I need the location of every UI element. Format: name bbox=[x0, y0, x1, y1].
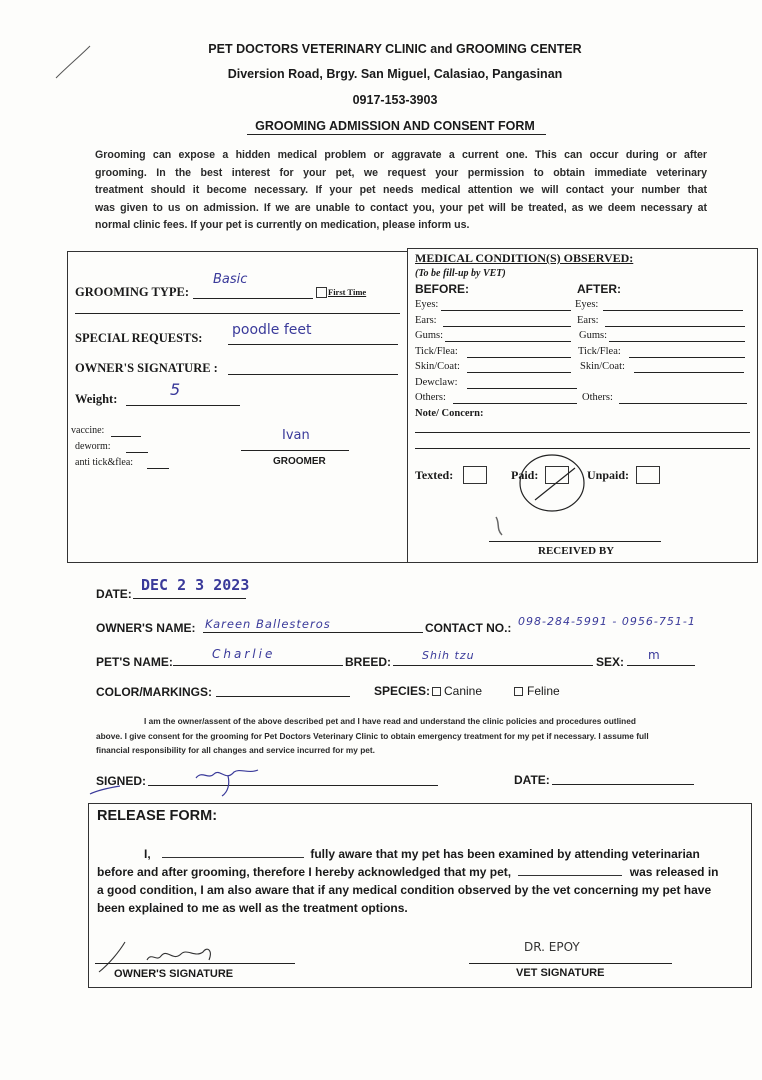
medical-row bbox=[415, 408, 750, 424]
owner-signature-scribble bbox=[88, 764, 268, 800]
consent-line: above. I give consent for the grooming for Pet Doctors Veterinary Clinic to obtain emergency treatment for my pet if necessary. I assume full bbox=[96, 730, 649, 741]
release-line-1-text: fully aware that my pet has been examined by attending veterinarian bbox=[310, 847, 700, 861]
clinic-address: Diversion Road, Brgy. San Miguel, Calasiao, Pangasinan bbox=[227, 67, 563, 81]
dewclaw-label: Dewclaw: bbox=[415, 376, 458, 388]
medical-rows bbox=[415, 299, 750, 423]
after-skin-label: Skin/Coat: bbox=[580, 361, 625, 372]
medical-row bbox=[415, 377, 750, 393]
signed-date-field[interactable] bbox=[552, 784, 694, 785]
before-skin-label: Skin/Coat: bbox=[415, 361, 460, 372]
dewclaw-field[interactable] bbox=[467, 388, 577, 389]
paid-circle-mark bbox=[505, 450, 597, 520]
release-i: I, bbox=[144, 847, 151, 861]
before-ears-label: Ears: bbox=[415, 314, 437, 326]
before-ears-field[interactable] bbox=[443, 326, 571, 327]
received-by-label: RECEIVED BY bbox=[538, 545, 615, 557]
intro-line: was given to us on admission. If we are unable to contact you, your pet will be treated, as we deem necessary at bbox=[95, 201, 707, 214]
consent-line: financial responsibility for all changes and service incurred for my pet. bbox=[96, 745, 375, 755]
owner-name-value: Kareen Ballesteros bbox=[205, 617, 331, 631]
release-line-3: a good condition, I am also aware that if any medical condition observed by the vet concerning my pet have bbox=[97, 883, 712, 897]
release-owner-sig-label: OWNER'S SIGNATURE bbox=[114, 968, 234, 980]
signed-label: SIGNED: bbox=[96, 774, 147, 788]
medical-row bbox=[415, 330, 750, 346]
special-requests-label: SPECIAL REQUESTS: bbox=[75, 331, 203, 345]
breed-value: Shih tzu bbox=[422, 649, 475, 662]
signed-date-label: DATE: bbox=[514, 773, 550, 787]
consent-line: I am the owner/assent of the above described pet and I have read and understand the clinic policies and procedures outlined bbox=[144, 716, 636, 726]
species-label: SPECIES: bbox=[374, 684, 431, 698]
consent-paragraph bbox=[96, 714, 706, 758]
groomer-field[interactable] bbox=[241, 449, 349, 451]
intro-line: Grooming can expose a hidden medical problem or aggravate a current one. This can occur during or after bbox=[95, 149, 707, 161]
medical-title: MEDICAL CONDITION(S) OBSERVED: bbox=[415, 251, 634, 265]
vet-signature-value: DR. EPOY bbox=[524, 940, 580, 954]
groomer-value: Ivan bbox=[282, 428, 310, 443]
medical-row bbox=[415, 361, 750, 377]
unpaid-label: Unpaid: bbox=[587, 468, 630, 482]
clinic-name: PET DOCTORS VETERINARY CLINIC and GROOMING CENTER bbox=[208, 42, 582, 56]
pen-scribble bbox=[490, 513, 520, 543]
release-line-1 bbox=[97, 845, 747, 863]
date-label: DATE: bbox=[96, 587, 132, 601]
release-line-2 bbox=[97, 863, 747, 881]
before-label: BEFORE: bbox=[415, 282, 469, 296]
others-before-field[interactable] bbox=[453, 403, 577, 404]
before-gums-field[interactable] bbox=[445, 341, 571, 342]
release-pet-field[interactable] bbox=[518, 875, 622, 876]
color-label: COLOR/MARKINGS: bbox=[96, 685, 212, 699]
received-by-field[interactable] bbox=[489, 541, 661, 542]
paid-label: Paid: bbox=[511, 468, 539, 482]
medical-subtitle: (To be fill-up by VET) bbox=[415, 268, 506, 279]
texted-checkbox[interactable] bbox=[463, 466, 487, 484]
before-tick-field[interactable] bbox=[467, 357, 571, 358]
unpaid-checkbox[interactable] bbox=[636, 466, 660, 484]
medical-row bbox=[415, 299, 750, 315]
clinic-phone: 0917-153-3903 bbox=[352, 93, 438, 107]
weight-field[interactable] bbox=[126, 404, 240, 406]
pet-name-value: Charlie bbox=[212, 647, 276, 661]
groomer-label: GROOMER bbox=[273, 456, 326, 467]
after-label: AFTER: bbox=[577, 282, 621, 296]
before-skin-field[interactable] bbox=[467, 372, 571, 373]
sex-field[interactable] bbox=[627, 665, 695, 666]
weight-label: Weight: bbox=[75, 392, 118, 406]
canine-label: Canine bbox=[444, 684, 483, 698]
others-after-label: Others: bbox=[582, 392, 613, 403]
grooming-type-label: GROOMING TYPE: bbox=[75, 285, 190, 299]
contact-value: 098-284-5991 - 0956-751-1 bbox=[518, 615, 696, 628]
release-owner-sig-field[interactable] bbox=[95, 963, 295, 964]
contact-label: CONTACT NO.: bbox=[425, 621, 512, 635]
release-line-2a: before and after grooming, therefore I hereby acknowledged that my pet, bbox=[97, 865, 512, 879]
after-ears-field[interactable] bbox=[605, 326, 745, 327]
pet-name-label: PET'S NAME: bbox=[96, 655, 173, 669]
sex-value: m bbox=[648, 648, 660, 662]
owner-signature-label: OWNER'S SIGNATURE : bbox=[75, 361, 218, 375]
note-label: Note/ Concern: bbox=[415, 407, 484, 419]
feline-checkbox[interactable] bbox=[514, 687, 523, 696]
deworm-field[interactable] bbox=[126, 451, 148, 453]
after-eyes-label: Eyes: bbox=[575, 299, 599, 310]
release-title: RELEASE FORM: bbox=[97, 808, 218, 824]
grooming-type-field[interactable] bbox=[193, 297, 313, 299]
antitick-label: anti tick&flea: bbox=[75, 457, 134, 468]
before-gums-label: Gums: bbox=[415, 330, 444, 341]
first-time-checkbox[interactable] bbox=[316, 287, 327, 298]
release-line-4: been explained to me as well as the treatment options. bbox=[97, 901, 408, 915]
owner-name-label: OWNER'S NAME: bbox=[96, 621, 196, 635]
after-skin-field[interactable] bbox=[634, 372, 744, 373]
form-title: GROOMING ADMISSION AND CONSENT FORM bbox=[255, 119, 535, 133]
pet-name-field[interactable] bbox=[173, 665, 343, 666]
after-gums-field[interactable] bbox=[609, 341, 745, 342]
after-ears-label: Ears: bbox=[577, 314, 599, 326]
note-line-2[interactable] bbox=[415, 448, 750, 449]
date-field[interactable] bbox=[133, 598, 246, 599]
note-line-1[interactable] bbox=[415, 432, 750, 433]
owner-signature-field[interactable] bbox=[228, 373, 398, 375]
deworm-label: deworm: bbox=[75, 441, 111, 452]
grooming-type-value: Basic bbox=[213, 272, 248, 287]
date-value: DEC 2 3 2023 bbox=[141, 576, 250, 594]
antitick-field[interactable] bbox=[147, 467, 169, 469]
intro-line: grooming. In the best interest for your pet, we request your permission to obtain immediate veterinary bbox=[95, 166, 707, 179]
after-tick-label: Tick/Flea: bbox=[578, 345, 621, 357]
form-title-underline bbox=[247, 134, 546, 135]
medical-row bbox=[415, 315, 750, 331]
breed-field[interactable] bbox=[393, 665, 593, 666]
vet-sig-label: VET SIGNATURE bbox=[516, 967, 605, 979]
before-eyes-field[interactable] bbox=[441, 310, 571, 311]
before-eyes-label: Eyes: bbox=[415, 299, 439, 310]
color-field[interactable] bbox=[216, 696, 350, 697]
grooming-type-line-2 bbox=[75, 312, 400, 314]
intro-line: treatment should it become necessary. If your pet needs medical attention we will contact your number that bbox=[95, 184, 707, 196]
first-time-label: First Time bbox=[328, 287, 367, 297]
before-tick-label: Tick/Flea: bbox=[415, 345, 458, 357]
intro-line: normal clinic fees. If your pet is currently on medication, please inform us. bbox=[95, 219, 470, 231]
medical-row bbox=[415, 392, 750, 408]
release-paragraph bbox=[97, 845, 747, 917]
release-name-field[interactable] bbox=[162, 857, 304, 858]
medical-row bbox=[415, 346, 750, 362]
owner-name-field[interactable] bbox=[203, 632, 423, 633]
others-after-field[interactable] bbox=[619, 403, 747, 404]
others-before-label: Others: bbox=[415, 392, 446, 403]
sex-label: SEX: bbox=[596, 655, 625, 669]
release-line-2b: was released in bbox=[629, 865, 719, 879]
canine-checkbox[interactable] bbox=[432, 687, 441, 696]
after-gums-label: Gums: bbox=[579, 330, 608, 341]
texted-label: Texted: bbox=[415, 468, 454, 482]
after-tick-field[interactable] bbox=[629, 357, 745, 358]
special-requests-field[interactable] bbox=[228, 343, 398, 345]
vet-sig-field[interactable] bbox=[469, 963, 672, 964]
intro-paragraph bbox=[95, 147, 707, 235]
after-eyes-field[interactable] bbox=[603, 310, 743, 311]
breed-label: BREED: bbox=[345, 655, 392, 669]
vaccine-label: vaccine: bbox=[71, 425, 105, 436]
feline-label: Feline bbox=[527, 684, 560, 698]
vaccine-field[interactable] bbox=[111, 435, 141, 437]
weight-value: 5 bbox=[170, 380, 181, 399]
special-requests-value: poodle feet bbox=[232, 322, 312, 338]
